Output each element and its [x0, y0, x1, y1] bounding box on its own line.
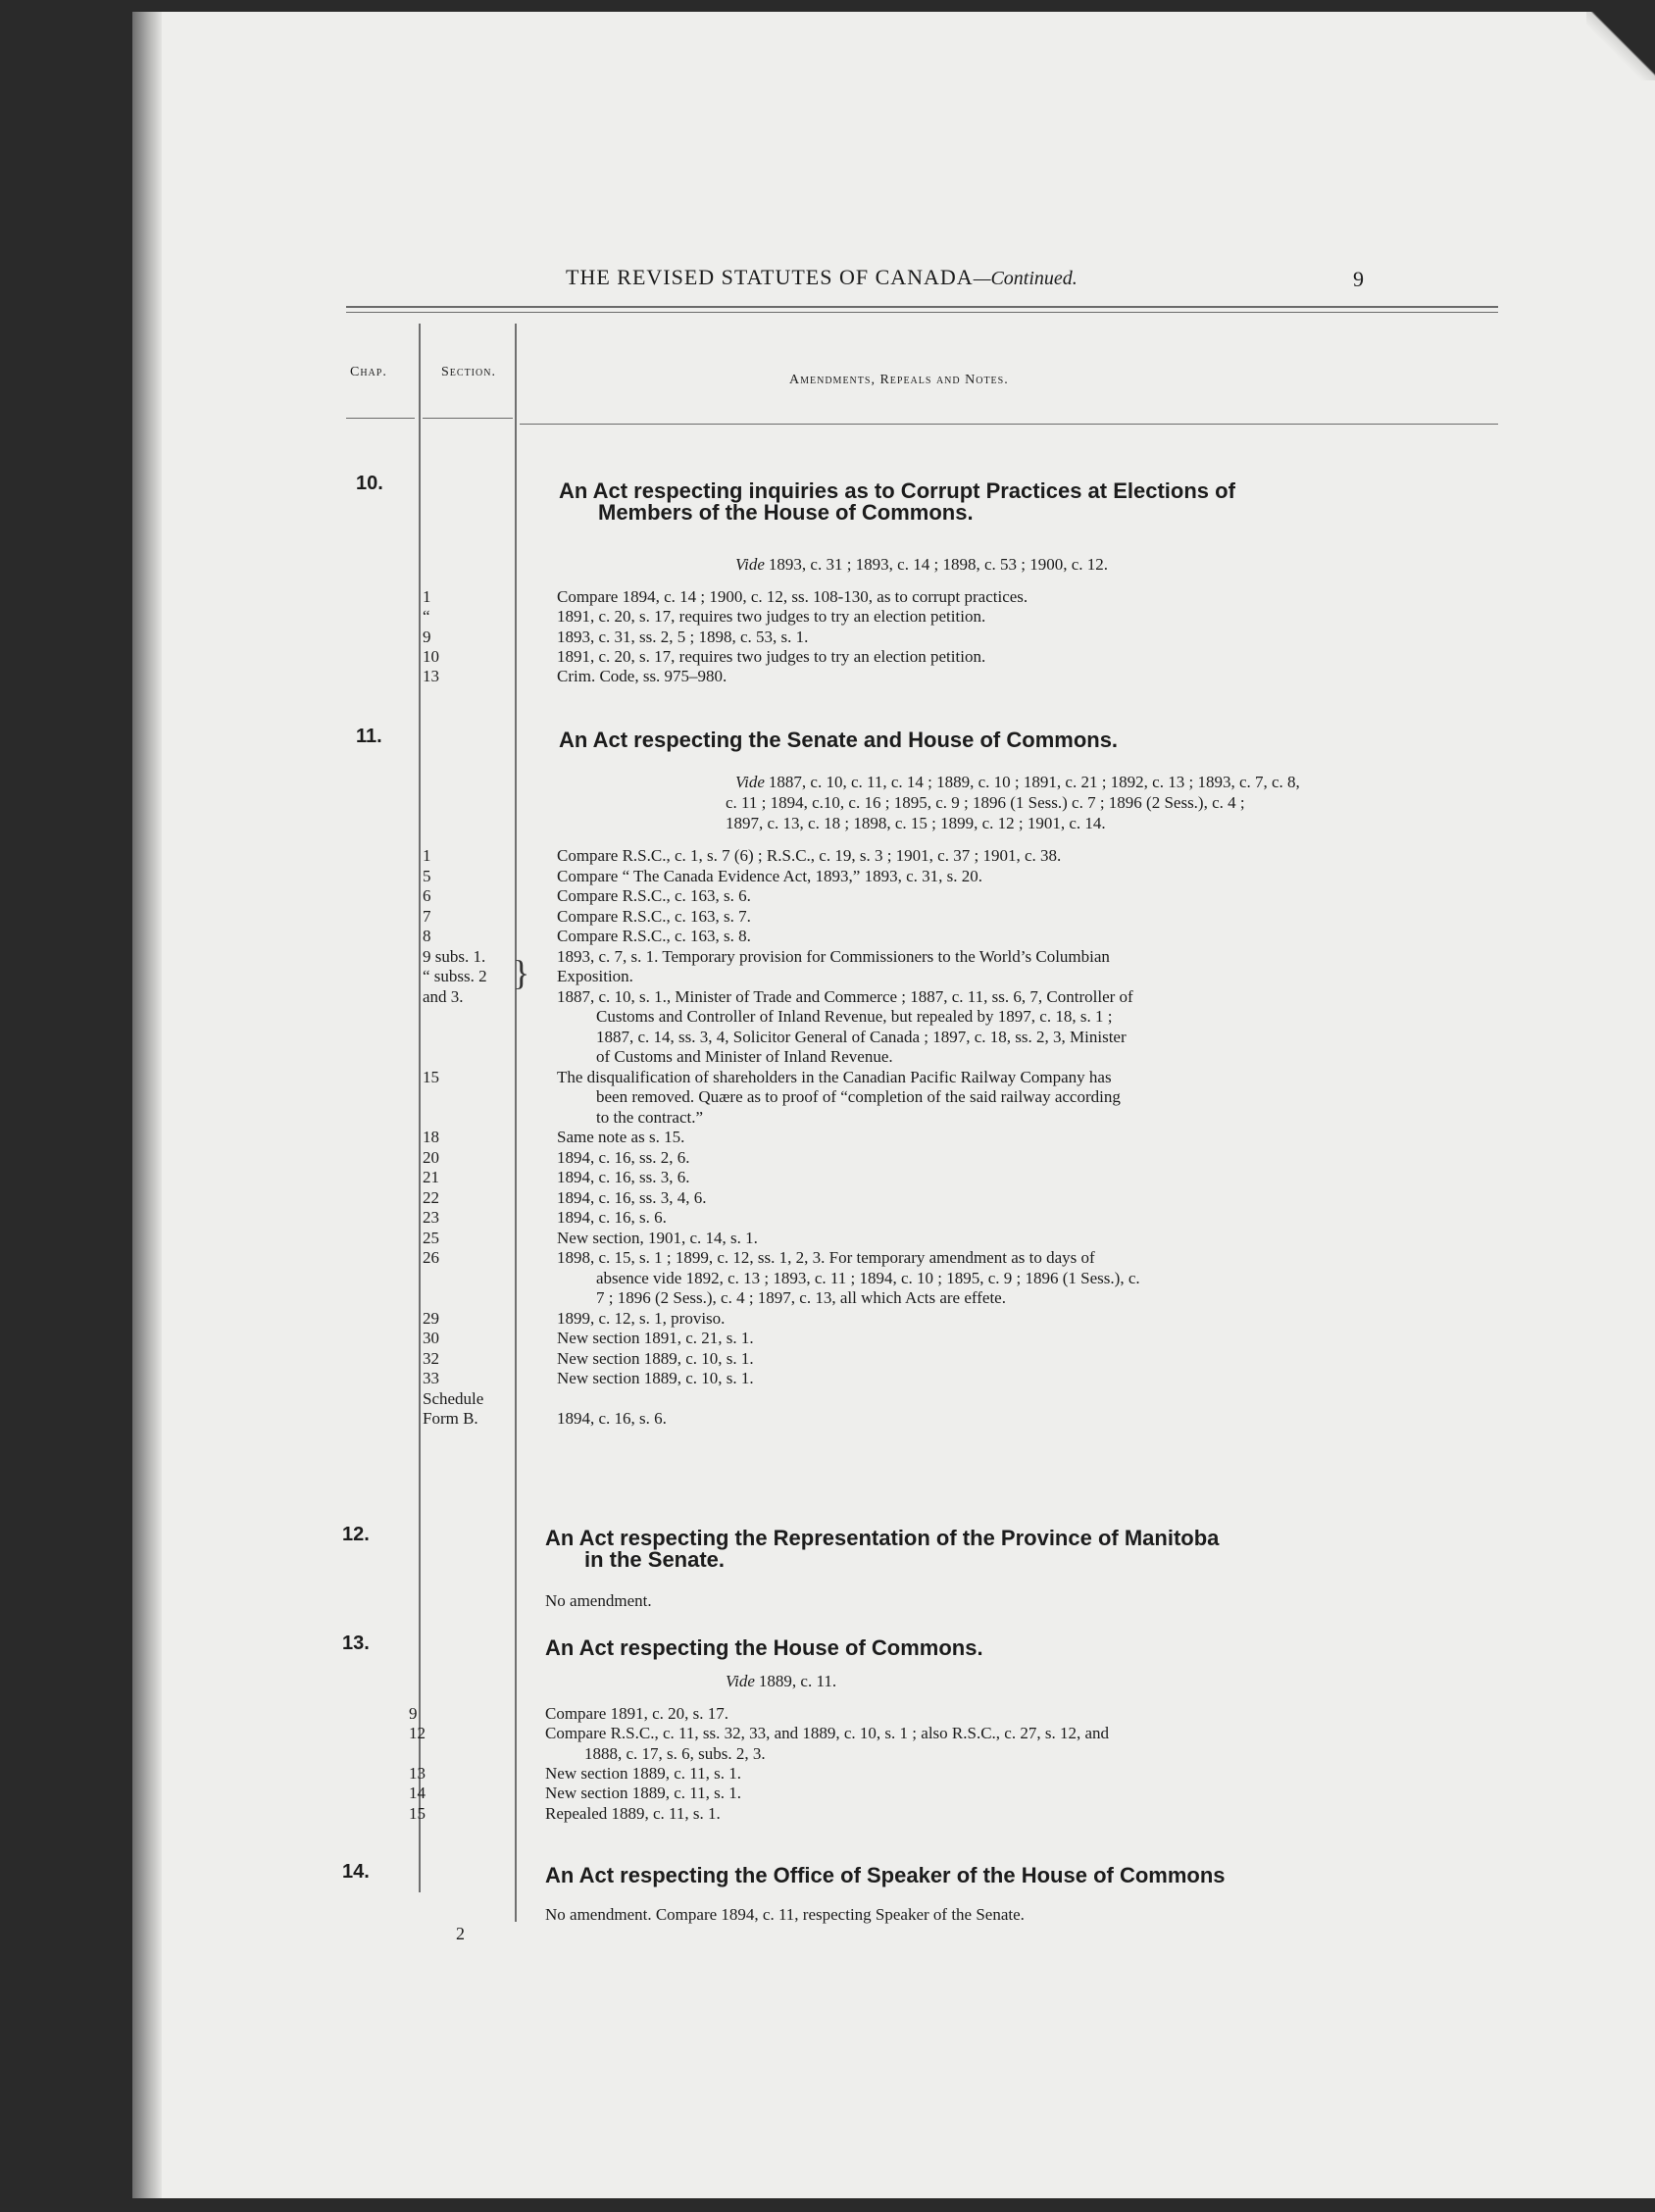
vide-text: 1887, c. 10, c. 11, c. 14 ; 1889, c. 10 ; 1891, c. 21 ; 1892, c. 13 ; 1893, c. 7, c. 8,	[768, 773, 1300, 791]
section-number: 1	[423, 846, 431, 865]
folded-corner	[1586, 12, 1655, 80]
note-line: New section 1889, c. 11, s. 1.	[545, 1784, 742, 1803]
vide-text: 1889, c. 11.	[758, 1672, 837, 1690]
chapter-number: 10.	[356, 473, 383, 494]
running-head	[566, 265, 1078, 290]
note-line: 1887, c. 14, ss. 3, 4, Solicitor General of Canada ; 1897, c. 18, ss. 2, 3, Minister	[596, 1027, 1127, 1046]
column-header-rule-section	[423, 418, 513, 419]
section-number: and 3.	[423, 986, 464, 1006]
chapter-number: 12.	[342, 1524, 370, 1545]
section-number: 9	[409, 1704, 418, 1723]
section-number: 1	[423, 587, 431, 606]
section-number: 32	[423, 1348, 439, 1368]
note-line: been removed. Quære as to proof of “completion of the said railway according	[596, 1087, 1121, 1106]
section-number: 15	[409, 1803, 426, 1823]
section-number: 29	[423, 1308, 439, 1328]
note-line: Same note as s. 15.	[557, 1128, 685, 1146]
section-number: 20	[423, 1147, 439, 1167]
act-title	[545, 1637, 983, 1659]
act-title	[559, 729, 1118, 751]
vide-line	[735, 554, 1108, 575]
section-number: 26	[423, 1248, 439, 1267]
book-spine-shadow	[132, 12, 162, 2198]
note-line: Crim. Code, ss. 975–980.	[557, 667, 727, 686]
vide-text: 1893, c. 31 ; 1893, c. 14 ; 1898, c. 53 ; 1900, c. 12.	[768, 555, 1109, 574]
running-head-continued: —Continued.	[973, 268, 1078, 289]
chapter-number: 11.	[356, 726, 382, 747]
section-number: 12	[409, 1724, 426, 1743]
note-line: New section 1891, c. 21, s. 1.	[557, 1329, 754, 1347]
act-title-line: An Act respecting inquiries as to Corrupt Practices at Elections of	[559, 478, 1235, 503]
paper-sheet	[132, 12, 1655, 2198]
column-header-rule-notes	[520, 424, 1498, 425]
header-rule-bottom	[346, 312, 1498, 313]
column-divider-chap	[419, 324, 421, 1892]
note-line: 1894, c. 16, ss. 3, 4, 6.	[557, 1187, 707, 1207]
act-title-line: An Act respecting the Office of Speaker of the House of Commons	[545, 1863, 1226, 1887]
note-line: Compare R.S.C., c. 163, s. 7.	[557, 906, 751, 926]
act-title	[545, 1528, 1219, 1571]
signature-mark: 2	[456, 1924, 465, 1943]
act-title-line: An Act respecting the Representation of the Province of Manitoba	[545, 1526, 1220, 1550]
note-line: 1894, c. 16, ss. 2, 6.	[557, 1147, 690, 1167]
vide-label: Vide	[735, 555, 765, 574]
column-header-section: Section.	[441, 365, 496, 379]
note-line: Compare “ The Canada Evidence Act, 1893,” 1893, c. 31, s. 20.	[557, 866, 983, 885]
section-number: 10	[423, 646, 439, 666]
note-line: Compare 1891, c. 20, s. 17.	[545, 1704, 728, 1723]
section-number: 6	[423, 886, 431, 905]
note-line: to the contract.”	[596, 1107, 704, 1127]
vide-label: Vide	[735, 773, 765, 791]
note-line: 1894, c. 16, s. 6.	[557, 1409, 667, 1428]
note-line: New section 1889, c. 10, s. 1.	[557, 1369, 754, 1387]
column-header-chap: Chap.	[350, 365, 387, 379]
note-line: New section 1889, c. 10, s. 1.	[557, 1348, 754, 1368]
note-line: The disqualification of shareholders in the Canadian Pacific Railway Company has	[557, 1067, 1112, 1086]
note-line: 1891, c. 20, s. 17, requires two judges to try an election petition.	[557, 646, 986, 666]
note-line: 1891, c. 20, s. 17, requires two judges to try an election petition.	[557, 607, 986, 627]
act-title-line: An Act respecting the Senate and House of Commons.	[559, 728, 1119, 752]
section-number: 5	[423, 866, 431, 885]
act-title	[545, 1865, 1226, 1886]
note-line: No amendment. Compare 1894, c. 11, respecting Speaker of the Senate.	[545, 1905, 1025, 1924]
page-number: 9	[1353, 267, 1364, 291]
section-number: 18	[423, 1128, 439, 1146]
section-number: 14	[409, 1784, 426, 1803]
vide-line	[726, 1671, 836, 1691]
column-header-notes: Amendments, Repeals and Notes.	[789, 373, 1009, 387]
note-line: 7 ; 1896 (2 Sess.), c. 4 ; 1897, c. 13, all which Acts are effete.	[596, 1288, 1006, 1307]
column-header-rule-chap	[346, 418, 415, 419]
section-number: 25	[423, 1228, 439, 1247]
note-line: Compare R.S.C., c. 1, s. 7 (6) ; R.S.C., c. 19, s. 3 ; 1901, c. 37 ; 1901, c. 38.	[557, 846, 1062, 865]
vide-line	[735, 772, 1300, 792]
vide-text: c. 11 ; 1894, c.10, c. 16 ; 1895, c. 9 ; 1896 (1 Sess.) c. 7 ; 1896 (2 Sess.), c. 4 ;	[726, 793, 1245, 812]
brace-mark: }	[513, 953, 530, 992]
act-title-line: in the Senate.	[584, 1547, 726, 1572]
section-number: 22	[423, 1187, 439, 1207]
section-number: 9	[423, 627, 431, 646]
note-line: Compare R.S.C., c. 163, s. 8.	[557, 927, 751, 945]
section-number: 9 subs. 1.	[423, 946, 486, 966]
section-number: 33	[423, 1369, 439, 1387]
note-line: Repealed 1889, c. 11, s. 1.	[545, 1803, 721, 1823]
vide-line	[726, 792, 1245, 813]
act-title-line: Members of the House of Commons.	[598, 500, 974, 525]
note-line: Exposition.	[557, 967, 633, 985]
note-line: 1888, c. 17, s. 6, subs. 2, 3.	[584, 1743, 766, 1763]
note-line: Customs and Controller of Inland Revenue, but repealed by 1897, c. 18, s. 1 ;	[596, 1007, 1113, 1026]
note-line: New section 1889, c. 11, s. 1.	[545, 1763, 742, 1783]
note-line: Compare 1894, c. 14 ; 1900, c. 12, ss. 108-130, as to corrupt practices.	[557, 587, 1028, 606]
note-line: 1893, c. 31, ss. 2, 5 ; 1898, c. 53, s. 1.	[557, 627, 809, 646]
section-number: 13	[423, 667, 439, 686]
section-number: 23	[423, 1208, 439, 1227]
section-number: “ subss. 2	[423, 967, 487, 985]
note-line: absence vide 1892, c. 13 ; 1893, c. 11 ; 1894, c. 10 ; 1895, c. 9 ; 1896 (1 Sess.), c.	[596, 1268, 1140, 1287]
note-line: of Customs and Minister of Inland Revenue.	[596, 1047, 893, 1066]
vide-label: Vide	[726, 1672, 755, 1690]
note-line: Compare R.S.C., c. 163, s. 6.	[557, 886, 751, 905]
note-line: Compare R.S.C., c. 11, ss. 32, 33, and 1889, c. 10, s. 1 ; also R.S.C., c. 27, s. 12, and	[545, 1724, 1109, 1743]
header-rule-top	[346, 306, 1498, 308]
chapter-number: 14.	[342, 1861, 370, 1883]
section-number: 30	[423, 1329, 439, 1347]
section-number: 21	[423, 1168, 439, 1186]
note-line: 1899, c. 12, s. 1, proviso.	[557, 1308, 726, 1328]
note-line: 1898, c. 15, s. 1 ; 1899, c. 12, ss. 1, 2, 3. For temporary amendment as to days of	[557, 1248, 1095, 1267]
note-line: No amendment.	[545, 1591, 652, 1610]
note-line: 1893, c. 7, s. 1. Temporary provision for Commissioners to the World’s Columbian	[557, 946, 1110, 966]
section-number: 8	[423, 927, 431, 945]
act-title-line: An Act respecting the House of Commons.	[545, 1635, 983, 1660]
chapter-number: 13.	[342, 1633, 370, 1654]
section-number: Form B.	[423, 1409, 478, 1428]
section-number: Schedule	[423, 1388, 484, 1408]
section-number: “	[423, 607, 430, 627]
note-line: 1887, c. 10, s. 1., Minister of Trade and Commerce ; 1887, c. 11, ss. 6, 7, Controller of	[557, 986, 1133, 1006]
act-title	[559, 480, 1235, 524]
section-number: 7	[423, 906, 431, 926]
column-divider-section	[515, 324, 517, 1922]
note-line: 1894, c. 16, s. 6.	[557, 1208, 667, 1227]
vide-line	[726, 813, 1106, 833]
note-line: 1894, c. 16, ss. 3, 6.	[557, 1168, 690, 1186]
vide-text: 1897, c. 13, c. 18 ; 1898, c. 15 ; 1899, c. 12 ; 1901, c. 14.	[726, 814, 1106, 832]
section-number: 15	[423, 1067, 439, 1086]
section-number: 13	[409, 1763, 426, 1783]
running-head-title: THE REVISED STATUTES OF CANADA	[566, 265, 974, 289]
note-line: New section, 1901, c. 14, s. 1.	[557, 1228, 758, 1247]
